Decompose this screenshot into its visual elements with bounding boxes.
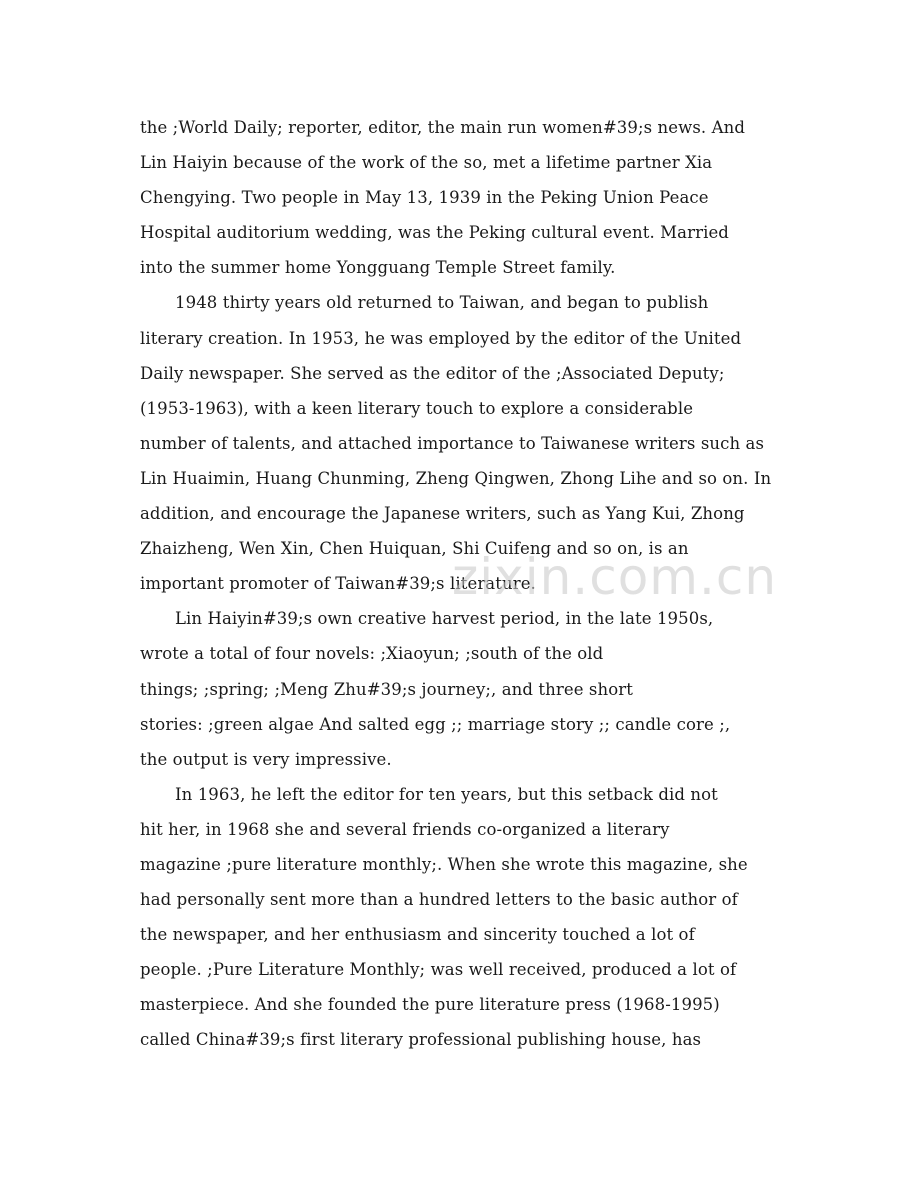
document-body	[140, 110, 790, 1058]
text-line: Zhaizheng, Wen Xin, Chen Huiquan, Shi Cuifeng and so on, is an	[140, 539, 689, 559]
text-line: wrote a total of four novels: ;Xiaoyun; ;south of the old	[140, 644, 604, 664]
text-line: the ;World Daily; reporter, editor, the main run women#39;s news. And	[140, 118, 745, 137]
text-line: (1953-1963), with a keen literary touch to explore a considerable	[140, 398, 694, 418]
text-line: into the summer home Yongguang Temple Street family.	[140, 258, 616, 278]
text-line: the output is very impressive.	[140, 749, 392, 769]
text-line: people. ;Pure Literature Monthly; was well received, produced a lot of	[140, 960, 737, 980]
paragraph-first-line: Lin Haiyin#39;s own creative harvest period, in the late 1950s,	[175, 609, 714, 629]
text-line: Lin Haiyin because of the work of the so, met a lifetime partner Xia	[140, 153, 713, 173]
text-line: magazine ;pure literature monthly;. When she wrote this magazine, she	[140, 854, 748, 874]
text-line: important promoter of Taiwan#39;s literature.	[140, 574, 536, 594]
paragraph-first-line: In 1963, he left the editor for ten years, but this setback did not	[175, 784, 718, 804]
text-line: addition, and encourage the Japanese writers, such as Yang Kui, Zhong	[140, 504, 745, 524]
text-line: called China#39;s first literary professional publishing house, has	[140, 1030, 702, 1050]
text-line: Chengying. Two people in May 13, 1939 in the Peking Union Peace	[140, 188, 709, 208]
text-line: masterpiece. And she founded the pure literature press (1968-1995)	[140, 995, 720, 1015]
text-line: had personally sent more than a hundred letters to the basic author of	[140, 890, 738, 910]
text-line: stories: ;green algae And salted egg ;; marriage story ;; candle core ;,	[140, 714, 731, 734]
paragraph-first-line: 1948 thirty years old returned to Taiwan, and began to publish	[175, 293, 709, 313]
text-line: number of talents, and attached importance to Taiwanese writers such as	[140, 433, 765, 453]
text-line: hit her, in 1968 she and several friends co-organized a literary	[140, 819, 670, 839]
watermark: zixin.com.cn	[452, 548, 778, 606]
text-line: literary creation. In 1953, he was employed by the editor of the United	[140, 328, 742, 348]
text-line: Hospital auditorium wedding, was the Peking cultural event. Married	[140, 223, 729, 243]
text-line: things; ;spring; ;Meng Zhu#39;s journey;, and three short	[140, 679, 633, 699]
text-line: the newspaper, and her enthusiasm and sincerity touched a lot of	[140, 925, 695, 945]
text-line: Lin Huaimin, Huang Chunming, Zheng Qingwen, Zhong Lihe and so on. In	[140, 468, 772, 488]
text-line: Daily newspaper. She served as the editor of the ;Associated Deputy;	[140, 363, 725, 383]
